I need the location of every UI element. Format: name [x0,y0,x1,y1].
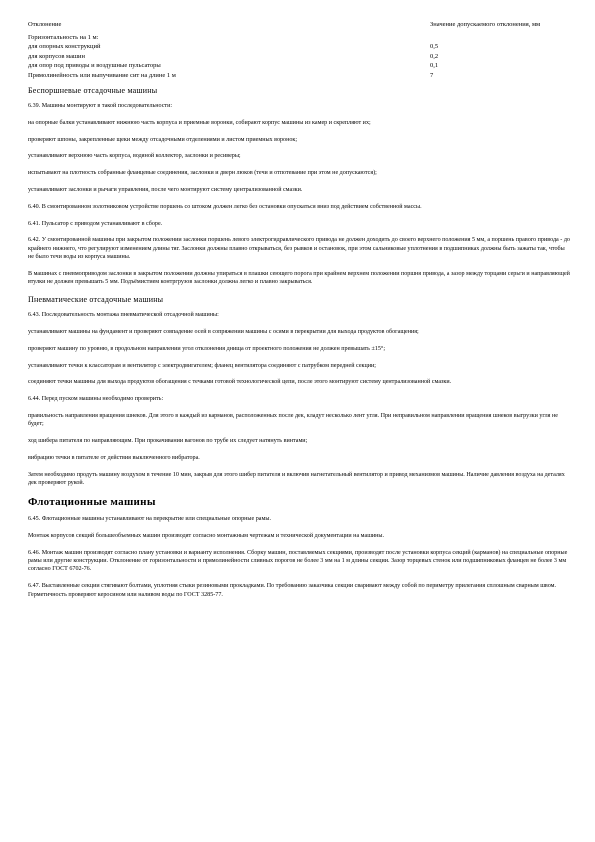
table-cell: 0,2 [430,52,439,60]
paragraph: правильность направления вращения шнеков. Для этого в каждый из карманов, расположенных после дек, кладут несколько лент угля. При неправильном направлении вращения шнеков выгрузки угля не будет; [28,412,558,428]
table-cell: 7 [430,71,434,79]
table-row [28,33,570,43]
section-heading: Флотационные машины [28,495,156,508]
paragraph: соединяют течки машины для выхода продуктов обогащения с течками готовой технологической цепи, после этого монтируют систему централизованной смазки. [28,379,452,386]
table-row [28,42,570,52]
table-row [28,61,570,71]
paragraph: 6.40. В смонтированном золотниковом устройстве поршень со штоком должен легко без остановки опускаться вниз под действием собственной массы. [28,203,422,210]
paragraph: 6.47. Выставленные секции стягивают болтами, уплотняя стыки резиновыми прокладками. По требованию заказчика секции сваривают между собой по периметру прилегания сплошным сварным швом. Герметичность проверяют керосином или наливом воды по ГОСТ 3285-77. [28,583,557,598]
paragraph: ход шибера питателя по направляющим. При прокачивании вагонов по трубе их следует натянуть винтами; [28,438,308,445]
paragraph: Затем необходимо продуть машину воздухом в течение 10 мин, закрыв для этого шибер питателя и включив нагнетательный вентилятор и привод механизмов машины. Наличие давления воздуха на деталях дек проверяют рукой. [28,471,565,487]
table-cell [430,33,570,43]
section-heading: Пневматические отсадочные машины [28,295,164,305]
paragraph: проверяют шпоны, закрепленные щеки между отсадочными отделениями и листом приемных воронок; [28,136,298,143]
paragraph: В машинах с пневмоприводом заслонки в закрытом положении должны упираться в плашки сеющего порога при крайнем верхнем положении поршня привода, а зазор между торцами серьги и направляющей втулки не должен превышать 5 мм. Подъёмистием контргрузов заслонки должна легко и плавно закрываться. [28,270,570,286]
paragraph: 6.42. У смонтированной машины при закрытом положении заслонки поршень левого электрогидравлического привода не должен доходить до своего верхнего положения 5 мм, а поршень правого привода - до крайнего нижнего, что регулируют изменением длины тяг. Заслонки должны плавно открываться, без рывков и остановок, при этом сальниковые уплотнения в подшипниках должны быть зажаты так, чтобы не было течи воды из корпуса машины. [28,237,570,261]
paragraph: 6.39. Машины монтируют в такой последовательности: [28,103,173,109]
section-heading: Беспоршневые отсадочные машины [28,86,158,95]
paragraph: 6.44. Перед пуском машины необходимо проверить: [28,396,164,403]
table-header-row [28,20,570,33]
paragraph: устанавливают заслонки и рычаги управления, после чего монтируют систему централизованной смазки. [28,186,303,193]
paragraph: испытывают на плотность собранные фланцевые соединения, заслонки и дверн люков (течи и отпотевание при этом не допускаются); [28,170,377,177]
document-page [28,20,570,607]
table-cell: Горизонтальность на 1 м: [28,33,99,41]
table-cell: для опорных конструкций [28,43,101,50]
table-cell: 0,1 [430,62,439,69]
table-cell: 0,5 [430,43,439,50]
paragraph: 6.41. Пульсатор с приводом устанавливают в сборе. [28,220,163,227]
table-row [28,71,570,81]
paragraph: устанавливают течки к классаторам и вентилятор с электродвигателем; фланец вентилятора соединяют с патрубком передней секции; [28,362,376,369]
table-cell: Прямолинейность или выпучивание сит на длине 1 м [28,71,176,79]
paragraph: 6.45. Флотационные машины устанавливают на перекрытие или специальные опорные рамы. [28,515,271,522]
table-row [28,52,570,62]
table-header-cell: Значение допускаемого отклонения, мм [430,21,541,28]
paragraph: устанавливают верхнюю часть корпуса, водяной коллектор, заслонки и ресиверы; [28,153,241,160]
paragraph: 6.43. Последовательность монтажа пневматической отсадочной машины: [28,312,219,319]
paragraph: Монтаж корпусов секций большеобъемных машин производят согласно монтажным чертежам и технической документации на машины. [28,532,385,539]
paragraph: устанавливают машины на фундамент и проверяют совпадение осей в сопряжении машины с осями в перекрытии для выхода продуктов обогащения; [28,328,419,335]
table-cell: для опор под приводы и воздушные пульсаторы [28,62,161,69]
paragraph: вибрацию течки в питателе от действия выключенного вибратора. [28,454,200,461]
paragraph: проверяют машину по уровню, в продольном направлении угол отклонения днища от проектного положения не должен превышать ±15°; [28,345,386,352]
tolerance-table [28,20,570,80]
table-cell: для корпусов машин [28,52,85,60]
paragraph: на опорные балки устанавливают нижнюю часть корпуса и приемные воронки, собирают корпус машины из камер и скрепляют их; [28,119,371,126]
table-header-cell: Отклонение [28,21,62,28]
paragraph: 6.46. Монтаж машин производят согласно плану установки и варианту исполнения. Сборку машин, поставляемых секциями, производят после установки корпуса секций (карманов) на специальные опорные рамы или другие конструкции. Отклонение от горизонтальности и прямолинейности сливных порогов не более 3 мм на 1 м длины секции. Зазор торцевых стенок или подшипниковых фланцев не более 3 мм согласно ГОСТ 6702-76. [28,549,568,573]
